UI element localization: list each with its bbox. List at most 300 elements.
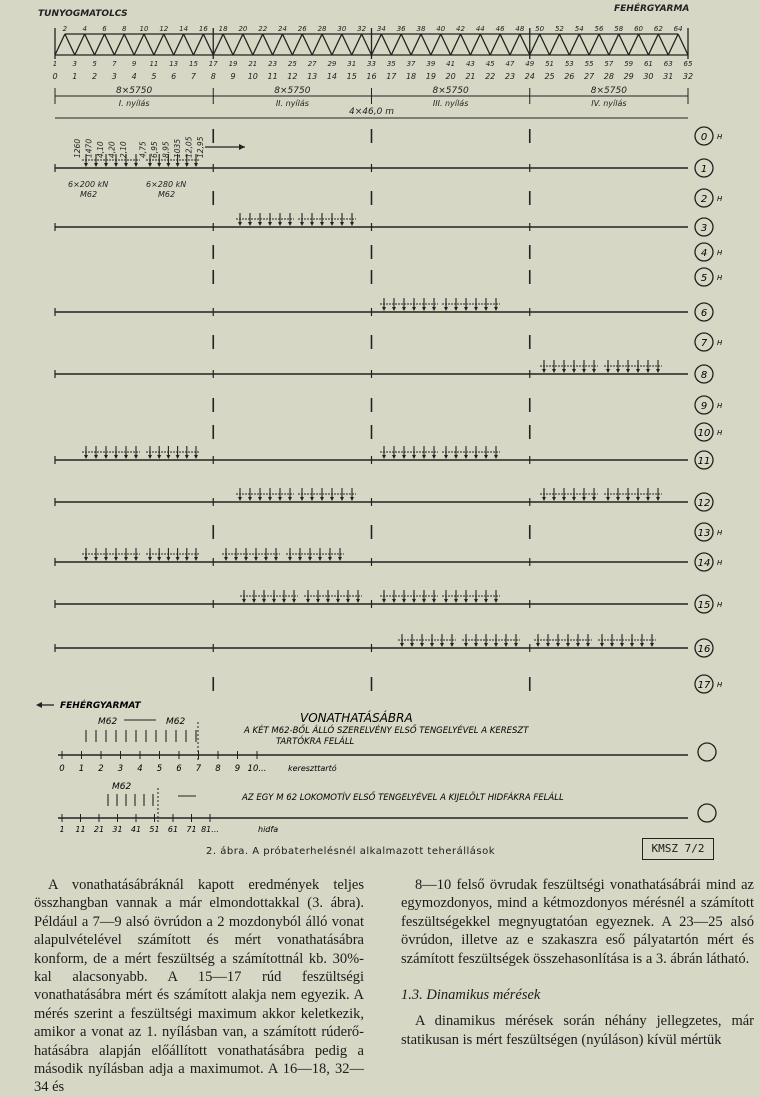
axle-arrow-head xyxy=(185,557,189,561)
load-case-7 xyxy=(213,333,723,351)
axle-arrow-head xyxy=(258,497,262,501)
load-case-6 xyxy=(55,298,713,321)
axle-arrow-head xyxy=(410,643,414,647)
truss-diagonal xyxy=(144,34,154,55)
scale-number: 0 xyxy=(59,764,65,774)
axle-arrow-head xyxy=(282,599,286,603)
load-case-5 xyxy=(213,268,723,286)
left-station-label: TUNYOGMATOLCS xyxy=(38,9,128,19)
axle-arrow-head xyxy=(464,307,468,311)
axle-arrow-head xyxy=(656,497,660,501)
case-number: 14 xyxy=(697,558,711,569)
panel-number: 13 xyxy=(307,72,318,81)
truss-diagonal xyxy=(134,34,144,55)
axle-arrow-head xyxy=(124,455,128,459)
lower-node-number: 59 xyxy=(624,60,634,68)
axle-arrow-head xyxy=(148,455,152,459)
axle-arrow-head xyxy=(320,497,324,501)
axle-arrow-head xyxy=(586,643,590,647)
axle-arrow-head xyxy=(248,222,252,226)
axle-arrow-head xyxy=(494,599,498,603)
upper-node-number: 56 xyxy=(594,25,604,33)
case-suffix: H xyxy=(717,681,723,689)
axle-arrow-head xyxy=(454,599,458,603)
case-suffix: H xyxy=(717,339,723,347)
axle-arrow-head xyxy=(640,643,644,647)
axle-arrow-head xyxy=(422,455,426,459)
upper-node-number: 50 xyxy=(535,25,545,33)
upper-node-number: 52 xyxy=(554,25,564,33)
axle-arrow-head xyxy=(636,497,640,501)
truss-diagonal xyxy=(282,34,292,55)
axle-spacing-label: 2,10 xyxy=(119,141,128,158)
axle-arrow-head xyxy=(556,643,560,647)
panel-number: 17 xyxy=(386,72,397,81)
axle-arrow-head xyxy=(412,307,416,311)
axle-arrow-head xyxy=(114,557,118,561)
axle-arrow-head xyxy=(402,307,406,311)
axle-arrow-head xyxy=(104,557,108,561)
span-name: III. nyílás xyxy=(432,99,469,108)
panel-number: 32 xyxy=(682,72,694,81)
truss-diagonal xyxy=(174,34,184,55)
axle-arrow-head xyxy=(572,369,576,373)
upper-node-number: 6 xyxy=(102,25,107,33)
lower-node-number: 11 xyxy=(149,60,159,68)
axle-arrow-head xyxy=(278,497,282,501)
axle-arrow-head xyxy=(616,497,620,501)
scale-number: 8 xyxy=(215,764,221,774)
lower-node-number: 15 xyxy=(189,60,198,68)
panel-number: 11 xyxy=(267,72,278,81)
panel-number: 20 xyxy=(445,72,456,81)
axle-arrow-head xyxy=(484,455,488,459)
case-number: 10 xyxy=(697,428,711,439)
panel-number: 0 xyxy=(52,72,58,81)
axle-arrow-head xyxy=(194,455,198,459)
axle-spacing-label: 12,05 xyxy=(184,136,194,158)
upper-node-number: 34 xyxy=(376,25,386,33)
axle-arrow-head xyxy=(382,307,386,311)
panel-number: 26 xyxy=(564,72,575,81)
axle-arrow-head xyxy=(412,455,416,459)
axle-arrow-head xyxy=(114,163,118,167)
section-heading: 1.3. Dinamikus mérések xyxy=(401,987,541,1004)
truss-diagonal xyxy=(193,34,203,55)
truss-diagonal xyxy=(104,34,114,55)
axle-arrow-head xyxy=(422,599,426,603)
axle-arrow-head xyxy=(626,369,630,373)
lower-node-number: 29 xyxy=(327,60,337,68)
lower-node-number: 41 xyxy=(446,60,456,68)
panel-number: 30 xyxy=(643,72,654,81)
legend-text: TARTÓKRA FELÁLL xyxy=(276,737,355,747)
axle-arrow-head xyxy=(350,222,354,226)
axle-arrow-head xyxy=(650,643,654,647)
axle-arrow-head xyxy=(562,497,566,501)
axle-arrow-head xyxy=(412,599,416,603)
panel-number: 15 xyxy=(346,72,357,81)
paragraph: 8—10 felső övrudak feszültségi vonathatásábrái mind az egymozdonyos, mind a kétmozdonyos mérésnél a számított feszültségekkel megnyugtatóan egyeznek. A 23—25 alsó övrúdon, illetve az e szakaszra eső pályatartón mért és számított feszültségek összehasonlítása is a 3. ábrán látható. xyxy=(401,877,754,967)
axle-arrow-head xyxy=(176,163,180,167)
upper-node-number: 12 xyxy=(159,25,169,33)
upper-node-number: 16 xyxy=(198,25,208,33)
legend-title: VONATHATÁSÁBRA xyxy=(300,711,413,725)
lower-node-number: 5 xyxy=(92,60,97,68)
axle-spacing-label: 4,20 xyxy=(107,141,117,158)
axle-arrow-head xyxy=(392,599,396,603)
truss-diagonal xyxy=(184,34,194,55)
axle-spacing-label: 1470 xyxy=(84,138,94,158)
scale-number: 4 xyxy=(137,764,143,774)
upper-node-number: 2 xyxy=(62,25,68,33)
load-case-rows xyxy=(55,127,723,693)
panel-number: 31 xyxy=(663,72,674,81)
case-number: 0 xyxy=(700,132,708,143)
scale-number: 7 xyxy=(195,764,202,774)
axle-arrow-head xyxy=(157,455,161,459)
panel-number: 22 xyxy=(485,72,496,81)
panel-number: 12 xyxy=(287,72,298,81)
case-number: 11 xyxy=(697,456,711,467)
axle-arrow-head xyxy=(288,222,292,226)
lower-node-number: 9 xyxy=(131,60,137,68)
axle-arrow-head xyxy=(224,557,228,561)
load-case-12 xyxy=(55,488,713,511)
axle-arrow-head xyxy=(134,163,138,167)
axle-arrow-head xyxy=(542,497,546,501)
axle-arrow-head xyxy=(264,557,268,561)
upper-node-number: 60 xyxy=(634,25,644,33)
axle-arrow-head xyxy=(234,557,238,561)
axle-arrow-head xyxy=(340,497,344,501)
axle-spacing-label: 8,95 xyxy=(161,141,171,158)
truss-diagonal xyxy=(599,34,609,55)
axle-arrow-head xyxy=(552,369,556,373)
axle-arrow-head xyxy=(592,497,596,501)
axle-arrow-head xyxy=(194,557,198,561)
lower-node-number: 25 xyxy=(287,60,297,68)
axle-arrow-head xyxy=(444,307,448,311)
axle-arrow-head xyxy=(316,599,320,603)
axle-arrow-head xyxy=(484,643,488,647)
axle-arrow-head xyxy=(328,557,332,561)
load-case-11 xyxy=(55,446,713,469)
axle-arrow-head xyxy=(356,599,360,603)
lower-node-number: 35 xyxy=(386,60,396,68)
axle-arrow-head xyxy=(84,455,88,459)
span-name: I. nyílás xyxy=(118,99,150,108)
truss-diagonal xyxy=(431,34,441,55)
axle-arrow-head xyxy=(134,557,138,561)
truss-diagonal xyxy=(589,34,599,55)
axle-arrow-head xyxy=(134,455,138,459)
upper-node-number: 32 xyxy=(357,25,367,33)
axle-arrow-head xyxy=(268,222,272,226)
direction-arrow-head xyxy=(36,702,42,708)
lower-node-number: 53 xyxy=(564,60,574,68)
axle-arrow-head xyxy=(94,455,98,459)
figure-badge: KMSZ 7/2 xyxy=(642,838,714,860)
upper-node-number: 10 xyxy=(139,25,149,33)
upper-node-number: 4 xyxy=(82,25,87,33)
axle-arrow-head xyxy=(552,497,556,501)
figure-caption: 2. ábra. A próbaterhelésnél alkalmazott teherállások xyxy=(206,846,496,857)
axle-arrow-head xyxy=(620,643,624,647)
scale-number: 6 xyxy=(176,764,182,774)
case-suffix: H xyxy=(717,601,723,609)
scale-number: 11 xyxy=(75,825,86,834)
axle-arrow-head xyxy=(542,369,546,373)
load-case-4 xyxy=(213,243,723,261)
scale-label: hidfa xyxy=(258,825,279,834)
panel-number: 2 xyxy=(92,72,98,81)
axle-arrow-head xyxy=(288,557,292,561)
upper-node-number: 64 xyxy=(673,25,683,33)
panel-number: 6 xyxy=(171,72,177,81)
axle-arrow-head xyxy=(382,599,386,603)
truss-diagonal xyxy=(124,34,134,55)
axle-arrow-head xyxy=(298,557,302,561)
axle-arrow-head xyxy=(292,599,296,603)
axle-arrow-head xyxy=(514,643,518,647)
panel-number: 25 xyxy=(544,72,555,81)
truss-diagonal xyxy=(540,34,550,55)
load-case-14 xyxy=(55,548,723,571)
lower-node-number: 37 xyxy=(406,60,416,68)
scale-number: 21 xyxy=(93,825,105,834)
scale-number: 3 xyxy=(117,764,124,774)
case-number: 7 xyxy=(700,338,708,349)
panel-number: 23 xyxy=(504,72,516,81)
truss-diagonal xyxy=(273,34,283,55)
case-suffix: H xyxy=(717,559,723,567)
truss-diagonal xyxy=(312,34,322,55)
panel-number: 1 xyxy=(72,72,78,81)
axle-arrow-head xyxy=(494,307,498,311)
axle-arrow-head xyxy=(402,599,406,603)
panel-number: 24 xyxy=(524,72,535,81)
load-case-3 xyxy=(55,213,713,236)
axle-arrow-head xyxy=(288,497,292,501)
paragraph: A dinamikus mérések során néhány jellegzetes, már statikusan is mért feszültségen (nyúláson) kívül mértük xyxy=(401,1013,754,1048)
truss-diagonal xyxy=(619,34,629,55)
lower-node-number: 45 xyxy=(485,60,495,68)
axle-arrow-head xyxy=(238,497,242,501)
upper-node-number: 30 xyxy=(337,25,347,33)
axle-arrow-head xyxy=(244,557,248,561)
axle-arrow-head xyxy=(450,643,454,647)
axle-arrow-head xyxy=(308,557,312,561)
lower-node-number: 13 xyxy=(169,60,179,68)
lower-node-number: 23 xyxy=(268,60,278,68)
lower-node-number: 21 xyxy=(248,60,258,68)
axle-arrow-head xyxy=(474,455,478,459)
upper-node-number: 48 xyxy=(515,25,525,33)
axle-spacing-label: 1260 xyxy=(73,138,82,158)
truss-diagonal xyxy=(500,34,510,55)
axle-arrow-head xyxy=(606,497,610,501)
truss-diagonal xyxy=(480,34,490,55)
text-column-right xyxy=(401,876,754,1049)
axle-arrow-head xyxy=(258,222,262,226)
axle-arrow-head xyxy=(582,497,586,501)
panel-number: 8 xyxy=(210,72,216,81)
lower-node-number: 55 xyxy=(584,60,594,68)
lower-node-number: 19 xyxy=(228,60,238,68)
axle-spacing-label: 4,75 xyxy=(138,141,148,158)
panel-number: 21 xyxy=(465,72,476,81)
axle-arrow-head xyxy=(464,599,468,603)
legend-text: AZ EGY M 62 LOKOMOTÍV ELSŐ TENGELYÉVEL A KIJELÖLT HIDFÁKRA FELÁLL xyxy=(242,793,564,803)
axle-arrow-head xyxy=(484,599,488,603)
lower-node-number: 51 xyxy=(545,60,554,68)
axle-arrow-head xyxy=(656,369,660,373)
truss-diagonal xyxy=(421,34,431,55)
lower-node-number: 27 xyxy=(307,60,317,68)
axle-arrow-head xyxy=(432,455,436,459)
axle-arrow-head xyxy=(166,163,170,167)
load-type-label: M62 xyxy=(80,190,98,199)
panel-number: 18 xyxy=(405,72,417,81)
direction-arrow-head xyxy=(239,144,245,150)
lower-node-number: 17 xyxy=(208,60,218,68)
lower-node-number: 3 xyxy=(72,60,78,68)
truss-diagonal xyxy=(213,34,223,55)
right-station-label: FEHÉRGYARMA xyxy=(614,4,690,14)
truss-diagonal xyxy=(579,34,589,55)
scale-number: 61 xyxy=(167,825,179,834)
axle-arrow-head xyxy=(440,643,444,647)
truss-diagonal xyxy=(352,34,362,55)
case-number: 16 xyxy=(697,644,711,655)
axle-arrow-head xyxy=(382,455,386,459)
axle-arrow-head xyxy=(430,643,434,647)
truss-diagonal xyxy=(609,34,619,55)
axle-arrow-head xyxy=(338,557,342,561)
upper-node-number: 42 xyxy=(456,25,465,33)
axle-arrow-head xyxy=(566,643,570,647)
axle-arrow-head xyxy=(238,222,242,226)
scale-number: 10... xyxy=(247,764,267,774)
text-column-left xyxy=(34,876,364,1097)
axle-arrow-head xyxy=(278,222,282,226)
axle-arrow-head xyxy=(318,557,322,561)
truss-diagonal xyxy=(263,34,273,55)
axle-arrow-head xyxy=(166,455,170,459)
total-length-label: 4×46,0 m xyxy=(349,107,394,117)
axle-arrow-head xyxy=(330,497,334,501)
loco-label: M62 xyxy=(98,717,118,727)
axle-arrow-head xyxy=(494,643,498,647)
truss-diagonal xyxy=(75,34,85,55)
panel-number: 28 xyxy=(603,72,614,81)
blank-circle xyxy=(698,743,716,761)
span-dimension: 8×5750 xyxy=(590,86,627,96)
panel-number: 7 xyxy=(190,72,197,81)
load-case-16 xyxy=(55,634,713,657)
case-suffix: H xyxy=(717,195,723,203)
axle-arrow-head xyxy=(340,222,344,226)
axle-arrow-head xyxy=(546,643,550,647)
truss-diagonal xyxy=(510,34,520,55)
axle-arrow-head xyxy=(268,497,272,501)
upper-node-number: 18 xyxy=(218,25,228,33)
load-case-8 xyxy=(55,360,713,383)
truss-diagonal xyxy=(65,34,75,55)
span-name: IV. nyílás xyxy=(591,99,627,108)
axle-arrow-head xyxy=(392,455,396,459)
upper-node-number: 26 xyxy=(297,25,307,33)
truss-diagonal xyxy=(322,34,332,55)
lower-node-number: 61 xyxy=(643,60,653,68)
axle-arrow-head xyxy=(300,222,304,226)
case-number: 3 xyxy=(700,223,708,234)
axle-arrow-head xyxy=(400,643,404,647)
span-dimension: 8×5750 xyxy=(274,86,311,96)
axle-arrow-head xyxy=(592,369,596,373)
upper-node-number: 54 xyxy=(574,25,584,33)
upper-node-number: 14 xyxy=(179,25,189,33)
case-suffix: H xyxy=(717,274,723,282)
paragraph: A vonathatásábráknál kapott eredmények teljes összhangban vannak a már elmondottakkal (3. ábra). Például a 7—9 alsó övrúdon a 2 mozdonyból álló vonat alapulvételével számított és mért vonathatásábra konform, de a mért feszültség a számítottnál kb. 30%-kal alacsonyabb. A 15—17 rúd feszültségi vonathatásábra mért és számított alakja nem egyezik. A mérés szerint a feszültségi maximum akkor keletkezik, amikor a vonat az 1. nyílásban van, a számított rúderő-hatásábra alapján előállított vonathatásábra pedig a második nyílásban adja a maximumot. A 16—18, 32—34 és xyxy=(34,877,364,1096)
axle-arrow-head xyxy=(454,455,458,459)
upper-node-number: 24 xyxy=(278,25,287,33)
truss-diagonal xyxy=(401,34,411,55)
truss-diagonal xyxy=(470,34,480,55)
influence-legend xyxy=(36,699,716,834)
lower-node-number: 31 xyxy=(347,60,357,68)
panel-number: 29 xyxy=(623,72,634,81)
scale-number: 2 xyxy=(98,764,104,774)
axle-arrow-head xyxy=(444,599,448,603)
truss-diagonal xyxy=(203,34,213,55)
truss-diagonal xyxy=(490,34,500,55)
truss-diagonal xyxy=(243,34,253,55)
axle-arrow-head xyxy=(84,163,88,167)
axle-arrow-head xyxy=(432,307,436,311)
axle-arrow-head xyxy=(94,557,98,561)
axle-arrow-head xyxy=(346,599,350,603)
axle-arrow-head xyxy=(124,163,128,167)
scale-number: 51 xyxy=(149,825,160,834)
axle-arrow-head xyxy=(157,557,161,561)
scale-number: 41 xyxy=(130,825,142,834)
axle-arrow-head xyxy=(185,163,189,167)
truss-diagonal xyxy=(302,34,312,55)
axle-arrow-head xyxy=(402,455,406,459)
scale-number: 71 xyxy=(186,825,197,834)
truss-diagonal xyxy=(441,34,451,55)
loco-label: M62 xyxy=(112,782,132,792)
truss-diagonal xyxy=(520,34,530,55)
loco-label: M62 xyxy=(166,717,186,727)
axle-arrow-head xyxy=(444,455,448,459)
truss-diagonal xyxy=(461,34,471,55)
truss-diagonal xyxy=(164,34,174,55)
upper-node-number: 40 xyxy=(436,25,446,33)
load-case-2 xyxy=(213,189,723,207)
load-case-13 xyxy=(213,523,723,541)
truss-diagonal xyxy=(451,34,461,55)
axle-spacing-label: 12,95 xyxy=(196,136,205,158)
load-label: 6×200 kN xyxy=(68,180,109,189)
lower-node-number: 57 xyxy=(604,60,614,68)
truss-diagonal xyxy=(292,34,302,55)
axle-arrow-head xyxy=(636,369,640,373)
truss-diagonal xyxy=(362,34,372,55)
panel-number: 5 xyxy=(151,72,157,81)
